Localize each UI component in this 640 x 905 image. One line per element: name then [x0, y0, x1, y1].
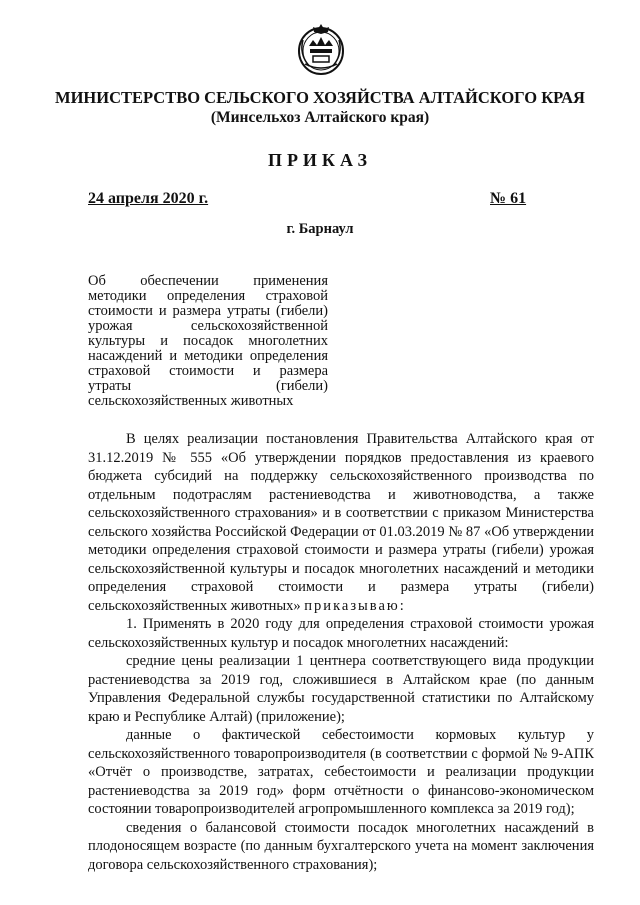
city: г. Барнаул [286, 221, 354, 237]
bullet-perennial-value: сведения о балансовой стоимости посадок многолетних насаждений в плодоносящем возрасте (по данным бухгалтерского учета на момент заключения договора сельскохозяйственного страхования); [88, 819, 594, 873]
preamble-paragraph [88, 430, 594, 615]
order-number: № 61 [490, 190, 527, 207]
order-date: 24 апреля 2020 г. [88, 190, 209, 207]
item-1: 1. Применять в 2020 году для определения страховой стоимости урожая сельскохозяйственных культур и посадок многолетних насаждений: [88, 616, 594, 651]
order-word: приказываю: [304, 597, 406, 614]
preamble-text: В целях реализации постановления Правительства Алтайского края от 31.12.2019 № 555 «Об утверждении порядков предоставления из краевого бюджета субсидий на поддержку сельскохозяйственного производства по отдельным подотраслям растениеводства и животноводства, а также сельскохозяйственного страхования» и в соответствии с приказом Министерства сельского хозяйства Российской Федерации от 01.03.2019 № 87 «Об утверждении методики определения страховой стоимости и размера утраты (гибели) урожая сельскохозяйственной культуры и посадок многолетних насаждений и методики определения страховой стоимости и размера утраты (гибели) сельскохозяйственных животных» [88, 431, 594, 614]
document-type: ПРИКАЗ [267, 150, 373, 170]
ministry-short-name: (Минсельхоз Алтайского края) [210, 109, 430, 126]
coat-of-arms-emblem-icon [291, 18, 351, 78]
order-subject: Об обеспечении применения методики определения страховой стоимости и размера утраты (гибели) урожая сельскохозяйственной культуры и посадок многолетних насаждений и методики определения страховой стоимости и размера утраты (гибели) сельскохозяйственных животных [88, 273, 328, 409]
ministry-name: МИНИСТЕРСТВО СЕЛЬСКОГО ХОЗЯЙСТВА АЛТАЙСКОГО КРАЯ [55, 88, 585, 107]
bullet-avg-prices: средние цены реализации 1 центнера соответствующего вида продукции растениеводства за 2019 год, сложившиеся в Алтайском крае (по данным Управления Федеральной службы государственной статистики по Алтайскому краю и Республике Алтай) (приложение); [88, 653, 594, 725]
bullet-feed-cost: данные о фактической себестоимости кормовых культур у сельскохозяйственного товаропроизводителя (в соответствии с формой № 9-АПК «Отчёт о производстве, затратах, себестоимости и реализации продукции растениеводства за 2019 год» форм отчётности о финансово-экономическом состоянии товаропроизводителей агропромышленного комплекса за 2019 год); [88, 727, 594, 817]
order-body [88, 430, 594, 874]
